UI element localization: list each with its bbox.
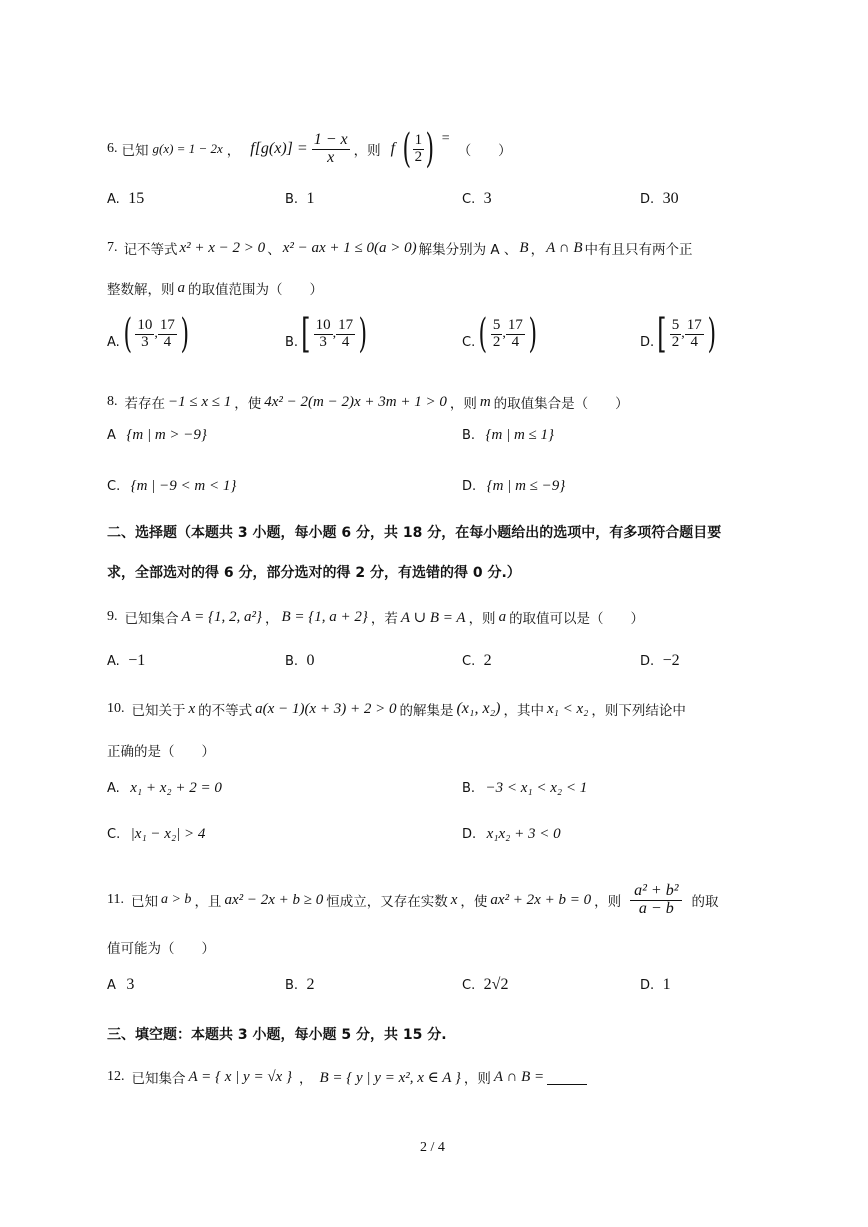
q6-option-c bbox=[462, 190, 492, 208]
denominator: 2 bbox=[671, 333, 680, 350]
q7-set-b: B bbox=[519, 239, 529, 256]
option-label: A. bbox=[107, 335, 120, 350]
q9-sep: ， bbox=[265, 611, 279, 627]
q6-line bbox=[107, 124, 512, 174]
option-label: A bbox=[107, 978, 116, 993]
option-value: 2√2 bbox=[483, 976, 509, 993]
numerator: 17 bbox=[159, 316, 175, 333]
option-value: −2 bbox=[662, 652, 680, 669]
numerator: 17 bbox=[686, 316, 702, 333]
numerator: 17 bbox=[507, 316, 523, 333]
option-label: D. bbox=[640, 978, 655, 993]
q11-line1 bbox=[107, 870, 718, 930]
q7-line2-text: 整数解，则 bbox=[107, 282, 175, 298]
q7-number: 7. bbox=[107, 240, 118, 255]
q8-text2: ，则 bbox=[449, 396, 477, 412]
q7-line1 bbox=[107, 238, 692, 258]
q11-text2: 恒成立，又存在实数 bbox=[326, 894, 448, 910]
q12-lead: 已知集合 bbox=[131, 1071, 186, 1087]
q6-answer-blank: （ ） bbox=[457, 143, 512, 159]
q9-line bbox=[107, 607, 644, 627]
q11-option-b bbox=[285, 976, 315, 994]
interval-close: ) bbox=[358, 311, 368, 357]
q10-text1: 的不等式 bbox=[198, 703, 253, 719]
option-interval bbox=[654, 311, 719, 357]
q10-option-d bbox=[462, 826, 561, 843]
q6-lead: 已知 bbox=[121, 143, 149, 159]
q11-line2: 值可能为（ ） bbox=[107, 941, 215, 957]
option-label: D. bbox=[462, 827, 477, 842]
q11-text1: ，且 bbox=[194, 894, 222, 910]
q9-var-a: a bbox=[498, 608, 507, 625]
option-value: 1 bbox=[662, 976, 671, 993]
q6-eq1: g(x) = 1 − 2x bbox=[152, 141, 223, 156]
interval-close: ) bbox=[707, 311, 716, 357]
interval-open: [ bbox=[657, 311, 667, 357]
q7-var-a: a bbox=[177, 279, 185, 296]
q9-set-b: B = {1, a + 2} bbox=[281, 608, 368, 625]
option-value: 3 bbox=[126, 976, 135, 993]
q8-line bbox=[107, 392, 629, 412]
q12-text1: ，则 bbox=[463, 1071, 491, 1087]
q10-line1 bbox=[107, 699, 686, 719]
q11-fraction bbox=[630, 883, 682, 918]
option-value: x₁ + x₂ + 2 = 0 bbox=[130, 780, 222, 796]
q6-eq3-open-paren: ( bbox=[402, 126, 412, 172]
option-value: {m | m > −9} bbox=[126, 427, 207, 443]
q10-line2: 正确的是（ ） bbox=[107, 744, 215, 760]
q10-var-x: x bbox=[188, 700, 196, 717]
denominator: 4 bbox=[690, 333, 699, 350]
q9-option-c bbox=[462, 652, 492, 670]
interval-close: ) bbox=[528, 311, 537, 357]
interval-right-fraction bbox=[158, 318, 177, 351]
option-value: −1 bbox=[128, 652, 146, 669]
q10-option-b bbox=[462, 780, 587, 797]
option-label: C. bbox=[462, 192, 476, 207]
q10-text2: 的解集是 bbox=[399, 703, 454, 719]
q8-inequality: 4x² − 2(m − 2)x + 3m + 1 > 0 bbox=[264, 393, 447, 410]
q6-number: 6. bbox=[107, 141, 118, 156]
q10-text3: ，其中 bbox=[503, 703, 544, 719]
option-label: C. bbox=[107, 827, 121, 842]
q7-text3: 中有且只有两个正 bbox=[584, 242, 693, 258]
q8-text1: ，使 bbox=[234, 396, 262, 412]
section2-heading-line2: 求，全部选对的得 6 分，部分选对的得 2 分，有选错的得 0 分.） bbox=[107, 565, 521, 581]
q10-condition: x₁ < x₂ bbox=[546, 700, 589, 717]
q7-inequality-2: x² − ax + 1 ≤ 0(a > 0) bbox=[282, 239, 417, 256]
q6-eq3-rhs: = bbox=[441, 131, 450, 146]
denominator: 4 bbox=[341, 333, 350, 350]
q10-number: 10. bbox=[107, 701, 125, 716]
denominator: 3 bbox=[319, 333, 327, 350]
q6-option-a bbox=[107, 190, 144, 208]
q12-answer-blank[interactable] bbox=[547, 1070, 587, 1085]
q11-condition: a > b bbox=[160, 892, 192, 907]
q7-sep: 、 bbox=[267, 242, 281, 258]
numerator: 10 bbox=[315, 316, 331, 333]
q11-var-x: x bbox=[450, 891, 458, 908]
denominator: 4 bbox=[163, 333, 172, 350]
q7-text2: ， bbox=[530, 242, 545, 258]
option-value: 1 bbox=[306, 190, 315, 207]
q6-sep1: ， bbox=[226, 143, 241, 159]
interval-right-fraction bbox=[685, 318, 704, 351]
interval-right-fraction bbox=[506, 318, 525, 351]
option-label: B. bbox=[285, 978, 299, 993]
q8-number: 8. bbox=[107, 394, 118, 409]
page-number: 2 / 4 bbox=[420, 1140, 445, 1155]
interval-left-fraction bbox=[135, 318, 154, 351]
q6-eq3-numerator: 1 bbox=[414, 131, 423, 148]
q10-option-c bbox=[107, 826, 205, 843]
option-label: C. bbox=[462, 335, 476, 350]
option-value: {m | m ≤ 1} bbox=[485, 427, 555, 443]
numerator: 5 bbox=[492, 316, 501, 333]
q7-line2-tail: 的取值范围为（ ） bbox=[188, 282, 323, 298]
interval-left-fraction bbox=[314, 318, 333, 351]
q6-eq2-fraction bbox=[312, 132, 350, 167]
q9-text1: ，若 bbox=[370, 611, 398, 627]
option-value: 15 bbox=[128, 190, 145, 207]
q10-option-a bbox=[107, 780, 222, 797]
option-label: A. bbox=[107, 781, 120, 796]
option-value: |x₁ − x₂| > 4 bbox=[130, 826, 206, 842]
option-label: B. bbox=[285, 192, 299, 207]
q11-text3: ，使 bbox=[460, 894, 488, 910]
option-label: B. bbox=[462, 781, 476, 796]
q6-eq2-denominator: x bbox=[327, 148, 335, 166]
q8-option-a bbox=[107, 427, 207, 444]
numerator: 10 bbox=[137, 316, 153, 333]
q9-set-a: A = {1, 2, a²} bbox=[181, 608, 263, 625]
numerator: 5 bbox=[671, 316, 680, 333]
q6-eq3-close-paren: ) bbox=[425, 126, 435, 172]
q8-text3: 的取值集合是（ ） bbox=[493, 396, 629, 412]
q12-expression: A ∩ B = bbox=[493, 1068, 545, 1085]
option-label: D. bbox=[640, 192, 655, 207]
q12-number: 12. bbox=[107, 1069, 125, 1084]
q9-lead: 已知集合 bbox=[124, 611, 179, 627]
q11-fraction-denominator: a − b bbox=[638, 899, 674, 917]
interval-left-fraction bbox=[491, 318, 503, 351]
q11-text4: ，则 bbox=[594, 894, 622, 910]
option-interval bbox=[475, 311, 540, 357]
option-value: {m | −9 < m < 1} bbox=[130, 478, 237, 494]
q6-sep2: ，则 bbox=[353, 143, 381, 159]
q11-text5: 的取 bbox=[691, 894, 719, 910]
option-label: A. bbox=[107, 654, 120, 669]
interval-left-fraction bbox=[670, 318, 682, 351]
interval-comma: , bbox=[502, 326, 506, 341]
section2-heading-line1: 二、选择题（本题共 3 小题，每小题 6 分，共 18 分，在每小题给出的选项中，有多项符合题目要 bbox=[107, 525, 722, 541]
option-value: 30 bbox=[662, 190, 679, 207]
option-label: D. bbox=[640, 654, 655, 669]
q11-option-a bbox=[107, 976, 134, 994]
option-label: C. bbox=[462, 978, 476, 993]
interval-open: ( bbox=[478, 311, 488, 357]
option-label: A. bbox=[107, 192, 120, 207]
q7-option-d bbox=[640, 311, 719, 357]
option-interval bbox=[120, 311, 193, 357]
option-value: x₁x₂ + 3 < 0 bbox=[486, 826, 561, 842]
q9-number: 9. bbox=[107, 609, 118, 624]
q6-eq2-lhs: f[g(x)] = bbox=[250, 140, 308, 157]
option-value: −3 < x₁ < x₂ < 1 bbox=[485, 780, 588, 796]
q7-lead: 记不等式 bbox=[123, 242, 178, 258]
q7-option-a bbox=[107, 311, 193, 357]
q11-fraction-numerator: a² + b² bbox=[630, 883, 682, 901]
q9-option-b bbox=[285, 652, 315, 670]
interval-right-fraction bbox=[336, 318, 355, 351]
q7-inequality-1: x² + x − 2 > 0 bbox=[179, 239, 266, 256]
option-value: 2 bbox=[306, 976, 315, 993]
interval-comma: , bbox=[332, 326, 337, 341]
section3-heading: 三、填空题：本题共 3 小题，每小题 5 分，共 15 分. bbox=[107, 1027, 447, 1043]
option-label: A bbox=[107, 428, 116, 443]
q9-text2: ，则 bbox=[468, 611, 496, 627]
q7-option-c bbox=[462, 311, 540, 357]
q9-option-a bbox=[107, 652, 145, 670]
interval-comma: , bbox=[681, 326, 685, 341]
q10-interval: (x₁, x₂) bbox=[456, 700, 501, 717]
q8-range: −1 ≤ x ≤ 1 bbox=[168, 393, 232, 410]
q6-eq3-fraction bbox=[413, 133, 425, 166]
q7-text1: 解集分别为 A 、 bbox=[418, 242, 518, 258]
option-interval bbox=[298, 311, 371, 357]
q11-inequality: ax² − 2x + b ≥ 0 bbox=[224, 891, 324, 908]
q12-set-b: B = { y | y = x², x ∈ A } bbox=[319, 1069, 461, 1086]
q10-text4: ，则下列结论中 bbox=[591, 703, 686, 719]
q12-line bbox=[107, 1067, 587, 1087]
q6-eq2-numerator: 1 − x bbox=[313, 130, 348, 148]
denominator: 4 bbox=[511, 333, 520, 350]
q9-option-d bbox=[640, 652, 680, 670]
q7-intersection: A ∩ B bbox=[546, 239, 583, 256]
q7-option-b bbox=[285, 311, 371, 357]
q8-option-c bbox=[107, 478, 236, 495]
q10-lead: 已知关于 bbox=[131, 703, 186, 719]
numerator: 17 bbox=[338, 316, 354, 333]
option-label: D. bbox=[640, 335, 655, 350]
q11-equation: ax² + 2x + b = 0 bbox=[490, 891, 592, 908]
interval-open: [ bbox=[301, 311, 311, 357]
q8-option-d bbox=[462, 478, 565, 495]
option-label: B. bbox=[285, 654, 299, 669]
interval-comma: , bbox=[154, 326, 158, 341]
option-label: D. bbox=[462, 479, 477, 494]
interval-close: ) bbox=[180, 311, 190, 357]
option-label: B. bbox=[462, 428, 476, 443]
q8-lead: 若存在 bbox=[124, 396, 165, 412]
denominator: 2 bbox=[492, 333, 501, 350]
q11-option-d bbox=[640, 976, 671, 994]
q6-eq3-denominator: 2 bbox=[414, 148, 423, 165]
interval-open: ( bbox=[123, 311, 132, 357]
option-value: 3 bbox=[483, 190, 492, 207]
q11-number: 11. bbox=[107, 892, 124, 907]
option-label: B. bbox=[285, 335, 299, 350]
option-label: C. bbox=[462, 654, 476, 669]
option-label: C. bbox=[107, 479, 121, 494]
q9-text3: 的取值可以是（ ） bbox=[509, 611, 645, 627]
option-value: {m | m ≤ −9} bbox=[486, 478, 566, 494]
q6-eq3-lhs: f bbox=[390, 140, 396, 157]
q7-line2 bbox=[107, 278, 323, 298]
q8-option-b bbox=[462, 427, 554, 444]
q6-option-b bbox=[285, 190, 315, 208]
q6-option-d bbox=[640, 190, 679, 208]
q9-condition: A ∪ B = A bbox=[400, 609, 466, 626]
q11-lead: 已知 bbox=[130, 894, 158, 910]
option-value: 0 bbox=[306, 652, 315, 669]
denominator: 3 bbox=[141, 333, 149, 350]
q8-var-m: m bbox=[479, 393, 491, 410]
q12-set-a: A = { x | y = √x } bbox=[188, 1068, 292, 1085]
q11-option-c bbox=[462, 976, 508, 994]
q10-inequality: a(x − 1)(x + 3) + 2 > 0 bbox=[255, 700, 397, 717]
q12-sep: ， bbox=[298, 1071, 313, 1087]
option-value: 2 bbox=[483, 652, 492, 669]
